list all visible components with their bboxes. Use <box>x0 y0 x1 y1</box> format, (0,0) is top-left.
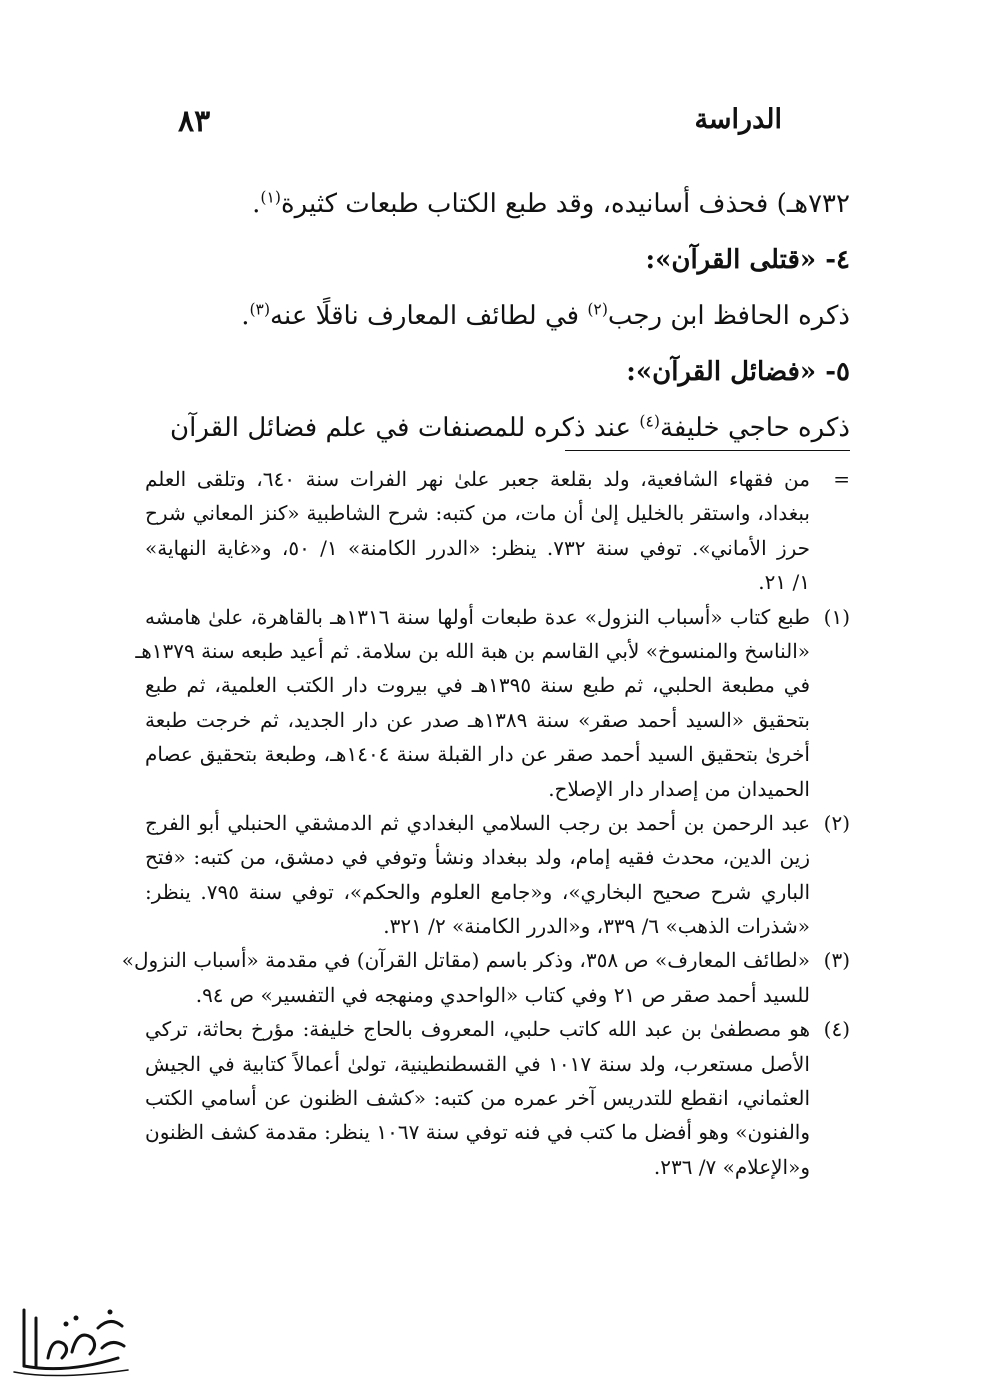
main-line-5: ذكره حاجي خليفة$^{(٤)}$ عند ذكره للمصنفات في علم فضائل القرآن <box>170 412 850 443</box>
footnote-ref-4: (٤) <box>639 412 660 431</box>
footnote-line: هو مصطفىٰ بن عبد الله كاتب حلبي، المعروف بالحاج خليفة: مؤرخ بحاثة، تركي <box>145 1017 810 1042</box>
footnote-line: الحميدان من إصدار دار الإصلاح. <box>548 776 810 801</box>
main-line-1: ٧٣٢هـ) فحذف أسانيده، وقد طبع الكتاب طبعات كثيرة$^{(١)}$. <box>252 188 850 219</box>
footnote-number: (٣) <box>823 948 850 973</box>
footnote-number: (١) <box>823 604 850 629</box>
footnote-line: «الناسخ والمنسوخ» لأبي القاسم بن هبة الله بن سلامة. ثم أعيد طبعه سنة ١٣٧٩هـ <box>135 638 810 663</box>
main-text <box>170 176 850 456</box>
footnote-line: في مطبعة الحلبي، ثم طبع سنة ١٣٩٥هـ في بيروت دار الكتب العلمية، ثم طبع <box>145 673 811 698</box>
footnote-line: والفنون» وهو أفضل ما كتب في فنه توفي سنة ١٠٦٧ ينظر: مقدمة كشف الظنون <box>145 1120 810 1145</box>
footnote-1 <box>135 600 850 806</box>
footnote-ref-2: (٢) <box>587 300 608 319</box>
footnote-number: (٢) <box>823 810 850 835</box>
footnote-line: من فقهاء الشافعية، ولد بقلعة جعبر علىٰ نهر الفرات سنة ٦٤٠، وتلقى العلم <box>145 467 810 491</box>
footnote-ref-1: (١) <box>260 188 281 207</box>
footnote-2 <box>145 806 850 944</box>
calligraphy-logo-icon <box>6 1288 136 1378</box>
footnote-line: زين الدين، محدث فقيه إمام، ولد ببغداد ونشأ وتوفي في دمشق، من كتبه: «فتح <box>145 845 810 870</box>
footnote-line: «لطائف المعارف» ص ٣٥٨، وذكر باسم (مقاتل القرآن) في مقدمة «أسباب النزول» <box>121 948 810 973</box>
footnote-line: «شذرات الذهب» ٦/ ٣٣٩، و«الدرر الكامنة» ٢/ ٣٢١. <box>383 914 810 939</box>
main-line-3: ذكره الحافظ ابن رجب$^{(٢)}$ في لطائف المعارف ناقلًا عنه$^{(٣)}$. <box>241 300 850 331</box>
footnote-4 <box>145 1012 850 1184</box>
footnote-line: الباري شرح صحيح البخاري»، و«جامع العلوم والحكم»، توفي سنة ٧٩٥. ينظر: <box>145 879 811 904</box>
footnote-number: (٤) <box>823 1017 850 1042</box>
section-heading-4: ٤- «قتلى القرآن»: <box>645 245 850 275</box>
footnote-line: عبد الرحمن بن أحمد بن رجب السلامي البغدادي ثم الدمشقي الحنبلي أبو الفرج <box>145 810 810 835</box>
continuation-marker: = <box>833 467 850 491</box>
footnote-continued <box>145 462 850 600</box>
running-title: الدراسة <box>694 104 782 135</box>
footnote-ref-3: (٣) <box>249 300 271 319</box>
footnote-line: الأصل مستعرب، ولد سنة ١٠١٧ في القسطنطينية، تولىٰ أعمالاً كتابية في الجيش <box>145 1051 810 1076</box>
footnote-line: العثماني، انقطع للتدريس آخر عمره من كتبه: «كشف الظنون عن أسامي الكتب <box>145 1086 810 1111</box>
footnote-3 <box>121 943 850 1012</box>
footnote-line: ١/ ٢١. <box>758 570 810 595</box>
page-number: ٨٣ <box>178 104 211 139</box>
footnote-line: حرز الأماني». توفي سنة ٧٣٢. ينظر: «الدرر الكامنة» ١/ ٥٠، و«غاية النهاية» <box>145 535 810 560</box>
footnote-line: ببغداد، واستقر بالخليل إلىٰ أن مات، من كتبه: شرح الشاطبية «كنز المعاني شرح <box>145 501 810 526</box>
footnote-separator <box>565 450 850 451</box>
footnotes <box>121 462 850 1184</box>
footnote-line: بتحقيق «السيد أحمد صقر» سنة ١٣٨٩هـ صدر عن دار الجديد، ثم خرجت طبعة <box>145 707 810 732</box>
footnote-line: و«الإعلام» ٧/ ٢٣٦. <box>653 1154 810 1179</box>
footnote-line: أخرىٰ بتحقيق السيد أحمد صقر عن دار القبلة سنة ١٤٠٤هـ، وطبعة بتحقيق عصام <box>145 742 810 767</box>
section-heading-5: ٥- «فضائل القرآن»: <box>626 357 850 387</box>
footnote-line: طبع كتاب «أسباب النزول» عدة طبعات أولها سنة ١٣١٦هـ بالقاهرة، علىٰ هامشه <box>145 604 810 629</box>
footnote-line: للسيد أحمد صقر ص ٢١ وفي كتاب «الواحدي ومنهجه في التفسير» ص ٩٤. <box>195 982 810 1007</box>
